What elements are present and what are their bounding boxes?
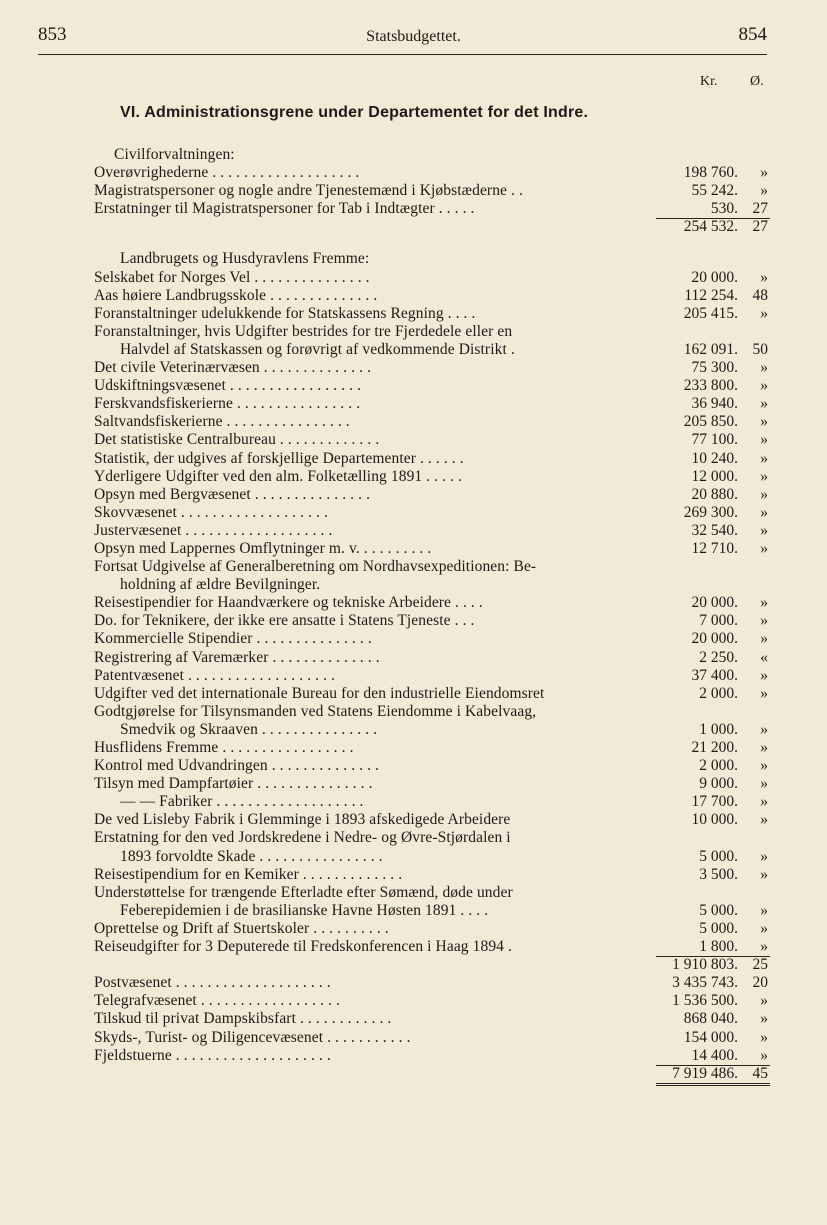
row-label: Aas høiere Landbrugsskole . . . . . . . . . . . . . . bbox=[94, 286, 378, 304]
budget-row bbox=[94, 974, 770, 992]
kroner-value: 7 919 486. bbox=[672, 1064, 738, 1082]
row-label: Foranstaltninger udelukkende for Statskassens Regning . . . . bbox=[94, 304, 476, 322]
ore-value: » bbox=[760, 521, 768, 539]
kroner-value: 2 000. bbox=[699, 757, 738, 775]
ore-value: » bbox=[760, 612, 768, 630]
budget-row bbox=[94, 1010, 770, 1028]
kroner-value: 530. bbox=[710, 200, 738, 218]
budget-row bbox=[94, 287, 770, 305]
ore-value: » bbox=[760, 919, 768, 937]
ore-value: » bbox=[760, 684, 768, 702]
ore-value: » bbox=[760, 757, 768, 775]
ore-value: » bbox=[760, 304, 768, 322]
row-label: Kontrol med Udvandringen . . . . . . . . . . . . . . bbox=[94, 757, 380, 775]
row-label: Landbrugets og Husdyravlens Fremme: bbox=[120, 250, 370, 268]
kroner-value: 154 000. bbox=[683, 1028, 738, 1046]
row-label: Smedvik og Skraaven . . . . . . . . . . . . . . . bbox=[120, 720, 378, 738]
budget-row bbox=[94, 848, 770, 866]
section-title: VI. Administrationsgrene under Departementet for det Indre. bbox=[120, 104, 589, 121]
kroner-value: 205 850. bbox=[683, 413, 738, 431]
running-title: Statsbudgettet. bbox=[366, 28, 461, 45]
budget-table bbox=[94, 146, 770, 1083]
kroner-value: 1 536 500. bbox=[672, 992, 738, 1010]
budget-row bbox=[94, 250, 770, 268]
ore-value: » bbox=[760, 539, 768, 557]
ore-value: 50 bbox=[752, 340, 768, 358]
subtotal-row bbox=[94, 956, 770, 974]
budget-row bbox=[94, 667, 770, 685]
kroner-value: 198 760. bbox=[683, 164, 738, 182]
budget-row bbox=[94, 200, 770, 218]
kroner-value: 3 435 743. bbox=[672, 974, 738, 992]
budget-row bbox=[94, 829, 770, 847]
row-label: Godtgjørelse for Tilsynsmanden ved Statens Eiendomme i Kabelvaag, bbox=[94, 702, 537, 720]
row-label: Postvæsenet . . . . . . . . . . . . . . . . . . . . bbox=[94, 974, 331, 992]
kroner-value: 12 000. bbox=[691, 467, 738, 485]
row-label: holdning af ældre Bevilgninger. bbox=[120, 576, 321, 594]
kroner-value: 162 091. bbox=[683, 340, 738, 358]
kroner-value: 868 040. bbox=[683, 1010, 738, 1028]
ore-value: » bbox=[760, 630, 768, 648]
kroner-value: 233 800. bbox=[683, 377, 738, 395]
budget-row bbox=[94, 938, 770, 956]
sum-rule bbox=[656, 1065, 770, 1066]
row-label: Saltvandsfiskerierne . . . . . . . . . . . . . . . . bbox=[94, 413, 350, 431]
row-label: Opsyn med Lappernes Omflytninger m. v. . . . . . . . . . bbox=[94, 539, 432, 557]
subtotal-row bbox=[94, 218, 770, 236]
ore-value: » bbox=[760, 268, 768, 286]
ore-value: » bbox=[760, 739, 768, 756]
kroner-value: 1 910 803. bbox=[672, 956, 738, 974]
budget-row bbox=[94, 395, 770, 413]
ore-value: » bbox=[760, 901, 768, 919]
sum-rule bbox=[656, 956, 770, 957]
row-label: Oprettelse og Drift af Stuertskoler . . . . . . . . . . bbox=[94, 919, 389, 937]
budget-row bbox=[94, 594, 770, 612]
double-rule bbox=[656, 1083, 770, 1086]
ore-value: 27 bbox=[752, 218, 768, 236]
budget-row bbox=[94, 739, 770, 757]
budget-row bbox=[94, 576, 770, 594]
ore-value: 20 bbox=[752, 974, 768, 992]
row-label: Ferskvandsfiskerierne . . . . . . . . . . . . . . . . bbox=[94, 395, 361, 413]
row-label: De ved Lisleby Fabrik i Glemminge i 1893 afskedigede Arbeidere bbox=[94, 811, 511, 829]
budget-row bbox=[94, 685, 770, 703]
kroner-value: 5 000. bbox=[699, 901, 738, 919]
header-rule bbox=[38, 54, 767, 55]
kroner-value: 36 940. bbox=[691, 395, 738, 413]
row-label: Patentvæsenet . . . . . . . . . . . . . . . . . . . bbox=[94, 666, 336, 684]
kroner-value: 254 532. bbox=[683, 218, 738, 236]
kroner-value: 17 700. bbox=[691, 793, 738, 811]
row-label: Husflidens Fremme . . . . . . . . . . . . . . . . . bbox=[94, 739, 354, 756]
kroner-value: 37 400. bbox=[691, 666, 738, 684]
ore-value: » bbox=[760, 182, 768, 200]
row-label: Reiseudgifter for 3 Deputerede til Fredskonferencen i Haag 1894 . bbox=[94, 938, 512, 956]
ore-value: » bbox=[760, 467, 768, 485]
sum-rule bbox=[656, 218, 770, 219]
budget-row bbox=[94, 146, 770, 164]
budget-row bbox=[94, 413, 770, 431]
budget-row bbox=[94, 323, 770, 341]
budget-row bbox=[94, 269, 770, 287]
budget-row bbox=[94, 450, 770, 468]
page-number-right: 854 bbox=[738, 24, 767, 45]
ore-value: » bbox=[760, 395, 768, 413]
budget-row bbox=[94, 612, 770, 630]
ore-value: » bbox=[760, 377, 768, 395]
row-label: Det civile Veterinærvæsen . . . . . . . . . . . . . . bbox=[94, 359, 372, 377]
kroner-value: 20 000. bbox=[691, 268, 738, 286]
page-number-left: 853 bbox=[38, 24, 67, 45]
kroner-value: 2 000. bbox=[699, 684, 738, 702]
budget-row bbox=[94, 630, 770, 648]
budget-row bbox=[94, 866, 770, 884]
budget-row bbox=[94, 305, 770, 323]
row-label: 1893 forvoldte Skade . . . . . . . . . . . . . . . . bbox=[120, 847, 383, 865]
budget-row bbox=[94, 341, 770, 359]
row-label: Udgifter ved det internationale Bureau for den industrielle Eiendomsret bbox=[94, 684, 545, 702]
ore-value: 45 bbox=[752, 1064, 768, 1082]
budget-row bbox=[94, 522, 770, 540]
ore-value: » bbox=[760, 666, 768, 684]
row-label: Skovvæsenet . . . . . . . . . . . . . . . . . . . bbox=[94, 503, 328, 521]
budget-row bbox=[94, 540, 770, 558]
row-label: — — Fabriker . . . . . . . . . . . . . . . . . . . bbox=[120, 793, 364, 811]
ore-value: » bbox=[760, 594, 768, 612]
kroner-value: 1 800. bbox=[699, 938, 738, 956]
budget-row bbox=[94, 920, 770, 938]
budget-row bbox=[94, 649, 770, 667]
subtotal-row bbox=[94, 1065, 770, 1083]
ore-value: » bbox=[760, 485, 768, 503]
row-label: Overøvrighederne . . . . . . . . . . . . . . . . . . . bbox=[94, 164, 360, 182]
row-label: Foranstaltninger, hvis Udgifter bestrides for tre Fjerdedele eller en bbox=[94, 322, 513, 340]
ore-value: » bbox=[760, 449, 768, 467]
row-label: Erstatning for den ved Jordskredene i Nedre- og Øvre-Stjørdalen i bbox=[94, 829, 511, 847]
row-label: Telegrafvæsenet . . . . . . . . . . . . . . . . . . bbox=[94, 992, 340, 1010]
row-label: Udskiftningsvæsenet . . . . . . . . . . . . . . . . . bbox=[94, 377, 362, 395]
kroner-value: 3 500. bbox=[699, 865, 738, 883]
budget-row bbox=[94, 164, 770, 182]
budget-row bbox=[94, 902, 770, 920]
ore-value: 48 bbox=[752, 286, 768, 304]
kroner-value: 20 880. bbox=[691, 485, 738, 503]
budget-row bbox=[94, 703, 770, 721]
row-label: Erstatninger til Magistratspersoner for Tab i Indtægter . . . . . bbox=[94, 200, 475, 218]
kroner-value: 21 200. bbox=[691, 739, 738, 756]
ore-value: » bbox=[760, 1028, 768, 1046]
kroner-value: 269 300. bbox=[683, 503, 738, 521]
budget-row bbox=[94, 721, 770, 739]
budget-row bbox=[94, 558, 770, 576]
budget-row bbox=[94, 1029, 770, 1047]
ore-column-header: Ø. bbox=[750, 74, 764, 89]
budget-row bbox=[94, 793, 770, 811]
row-label: Det statistiske Centralbureau . . . . . . . . . . . . . bbox=[94, 431, 380, 449]
ore-value: » bbox=[760, 720, 768, 738]
ore-value: 25 bbox=[752, 956, 768, 974]
budget-row bbox=[94, 884, 770, 902]
row-label: Reisestipendier for Haandværkere og tekniske Arbeidere . . . . bbox=[94, 594, 483, 612]
row-label: Tilsyn med Dampfartøier . . . . . . . . . . . . . . . bbox=[94, 775, 373, 793]
ore-value: » bbox=[760, 359, 768, 377]
kroner-value: 20 000. bbox=[691, 630, 738, 648]
row-label: Understøttelse for trængende Efterladte efter Sømænd, døde under bbox=[94, 883, 513, 901]
budget-row bbox=[94, 182, 770, 200]
budget-row bbox=[94, 992, 770, 1010]
ore-value: » bbox=[760, 503, 768, 521]
ore-value: » bbox=[760, 992, 768, 1010]
row-label: Reisestipendium for en Kemiker . . . . . . . . . . . . . bbox=[94, 865, 403, 883]
row-label: Tilskud til privat Dampskibsfart . . . . . . . . . . . . bbox=[94, 1010, 392, 1028]
budget-row bbox=[94, 359, 770, 377]
kroner-value: 9 000. bbox=[699, 775, 738, 793]
row-label: Skyds-, Turist- og Diligencevæsenet . . . . . . . . . . . bbox=[94, 1028, 411, 1046]
kroner-value: 77 100. bbox=[691, 431, 738, 449]
row-label: Fortsat Udgivelse af Generalberetning om Nordhavsexpeditionen: Be- bbox=[94, 558, 537, 576]
kroner-value: 75 300. bbox=[691, 359, 738, 377]
budget-row bbox=[94, 377, 770, 395]
kroner-value: 32 540. bbox=[691, 521, 738, 539]
kroner-value: 5 000. bbox=[699, 919, 738, 937]
kroner-value: 1 000. bbox=[699, 720, 738, 738]
row-label: Registrering af Varemærker . . . . . . . . . . . . . . bbox=[94, 648, 380, 666]
kroner-value: 55 242. bbox=[691, 182, 738, 200]
kroner-value: 7 000. bbox=[699, 612, 738, 630]
budget-row bbox=[94, 468, 770, 486]
row-label: Magistratspersoner og nogle andre Tjenestemænd i Kjøbstæderne . . bbox=[94, 182, 523, 200]
budget-row bbox=[94, 757, 770, 775]
row-label: Fjeldstuerne . . . . . . . . . . . . . . . . . . . . bbox=[94, 1046, 331, 1064]
budget-row bbox=[94, 1047, 770, 1065]
budget-row bbox=[94, 431, 770, 449]
row-label: Civilforvaltningen: bbox=[114, 146, 235, 163]
row-label: Feberepidemien i de brasilianske Havne Høsten 1891 . . . . bbox=[120, 901, 489, 919]
kroner-value: 2 250. bbox=[699, 648, 738, 666]
ore-value: » bbox=[760, 1010, 768, 1028]
row-label: Yderligere Udgifter ved den alm. Folketælling 1891 . . . . . bbox=[94, 467, 463, 485]
ore-value: » bbox=[760, 865, 768, 883]
row-label: Do. for Teknikere, der ikke ere ansatte i Statens Tjeneste . . . bbox=[94, 612, 475, 630]
row-label: Statistik, der udgives af forskjellige Departementer . . . . . . bbox=[94, 449, 464, 467]
budget-row bbox=[94, 486, 770, 504]
budget-row bbox=[94, 504, 770, 522]
kroner-value: 205 415. bbox=[683, 304, 738, 322]
kroner-value: 14 400. bbox=[691, 1046, 738, 1064]
ore-value: « bbox=[760, 648, 768, 666]
ore-value: » bbox=[760, 793, 768, 811]
ore-value: » bbox=[760, 775, 768, 793]
row-label: Selskabet for Norges Vel . . . . . . . . . . . . . . . bbox=[94, 268, 370, 286]
row-label: Justervæsenet . . . . . . . . . . . . . . . . . . . bbox=[94, 521, 333, 539]
kroner-value: 5 000. bbox=[699, 847, 738, 865]
kroner-value: 10 240. bbox=[691, 449, 738, 467]
kr-column-header: Kr. bbox=[700, 74, 718, 89]
budget-row bbox=[94, 811, 770, 829]
ore-value: 27 bbox=[752, 200, 768, 218]
ore-value: » bbox=[760, 413, 768, 431]
ore-value: » bbox=[760, 811, 768, 829]
kroner-value: 12 710. bbox=[691, 539, 738, 557]
budget-row bbox=[94, 775, 770, 793]
kroner-value: 20 000. bbox=[691, 594, 738, 612]
ore-value: » bbox=[760, 847, 768, 865]
ore-value: » bbox=[760, 164, 768, 182]
row-label: Halvdel af Statskassen og forøvrigt af vedkommende Distrikt . bbox=[120, 340, 515, 358]
kroner-value: 10 000. bbox=[691, 811, 738, 829]
row-label: Kommercielle Stipendier . . . . . . . . . . . . . . . bbox=[94, 630, 372, 648]
kroner-value: 112 254. bbox=[684, 286, 738, 304]
row-label: Opsyn med Bergvæsenet . . . . . . . . . . . . . . . bbox=[94, 485, 371, 503]
ore-value: » bbox=[760, 431, 768, 449]
ore-value: » bbox=[760, 1046, 768, 1064]
ore-value: » bbox=[760, 938, 768, 956]
